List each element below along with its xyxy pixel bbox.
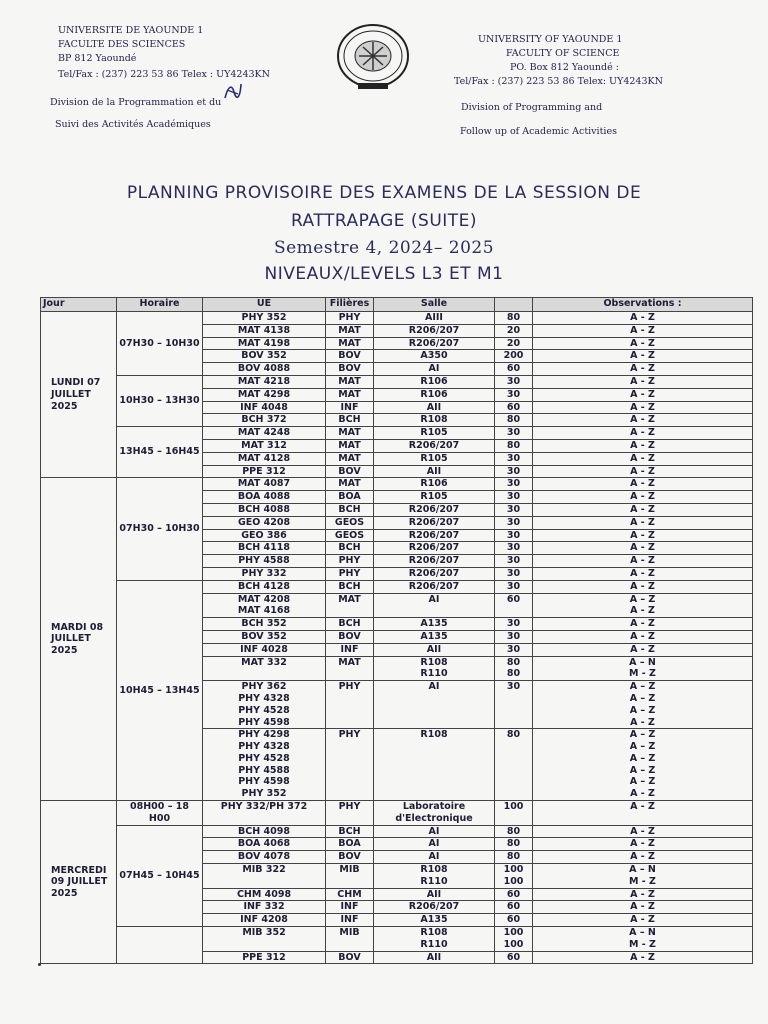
cell-count: 80	[495, 439, 533, 452]
cell-observation: A – Z A - Z	[533, 593, 753, 618]
cell-ue: PHY 332	[203, 567, 326, 580]
cell-time-slot: 08H00 – 18 H00	[117, 801, 203, 826]
cell-filiere: BOV	[326, 630, 374, 643]
cell-observation: A - Z	[533, 312, 753, 325]
cell-count: 30	[495, 388, 533, 401]
cell-count: 30	[495, 491, 533, 504]
cell-salle: AI	[374, 851, 495, 864]
cell-count: 80	[495, 729, 533, 801]
cell-ue: INF 4028	[203, 643, 326, 656]
division-fr-line1: Division de la Programmation et du	[50, 97, 222, 108]
cell-ue: BOA 4088	[203, 491, 326, 504]
cell-ue: BCH 352	[203, 618, 326, 631]
cell-salle: R106	[374, 478, 495, 491]
table-header-row	[41, 298, 753, 312]
cell-count: 60	[495, 593, 533, 618]
table-row	[41, 375, 753, 388]
postal-box-en: PO. Box 812 Yaoundé :	[510, 62, 619, 73]
cell-observation: A - Z	[533, 901, 753, 914]
cell-filiere: BOV	[326, 363, 374, 376]
cell-ue: MAT 4087	[203, 478, 326, 491]
cell-ue: BCH 372	[203, 414, 326, 427]
table-row	[41, 801, 753, 826]
cell-filiere: BOV	[326, 851, 374, 864]
cell-ue: MAT 4218	[203, 375, 326, 388]
cell-time-slot: 10H45 – 13H45	[117, 580, 203, 800]
cell-ue: MAT 4128	[203, 452, 326, 465]
cell-time-slot: 07H45 – 10H45	[117, 825, 203, 926]
cell-observation: A - Z	[533, 491, 753, 504]
cell-observation: A - Z	[533, 542, 753, 555]
cell-count: 30	[495, 465, 533, 478]
cell-filiere: PHY	[326, 312, 374, 325]
cell-filiere: MAT	[326, 452, 374, 465]
cell-observation: A – N M - Z	[533, 927, 753, 952]
cell-ue: GEO 386	[203, 529, 326, 542]
title-semester: Semestre 4, 2024– 2025	[273, 238, 495, 258]
cell-observation: A - Z	[533, 851, 753, 864]
table-row	[41, 478, 753, 491]
cell-count: 30	[495, 529, 533, 542]
cell-filiere: BCH	[326, 414, 374, 427]
cell-ue: MAT 4198	[203, 337, 326, 350]
cell-observation: A - Z	[533, 888, 753, 901]
cell-count: 100 100	[495, 864, 533, 889]
cell-salle: R108 R110	[374, 656, 495, 681]
cell-salle: R108 R110	[374, 927, 495, 952]
cell-ue: MAT 4248	[203, 427, 326, 440]
cell-filiere: INF	[326, 914, 374, 927]
cell-count: 30	[495, 503, 533, 516]
cell-count: 30	[495, 567, 533, 580]
cell-ue: BOV 352	[203, 630, 326, 643]
cell-filiere: INF	[326, 901, 374, 914]
cell-ue: PHY 352	[203, 312, 326, 325]
cell-filiere: PHY	[326, 567, 374, 580]
cell-count: 100	[495, 801, 533, 826]
cell-salle: AI	[374, 363, 495, 376]
cell-count: 80 80	[495, 656, 533, 681]
cell-ue: BOV 4088	[203, 363, 326, 376]
cell-time-slot: 10H30 – 13H30	[117, 375, 203, 426]
cell-filiere: PHY	[326, 681, 374, 729]
cell-count: 30	[495, 580, 533, 593]
table-body	[41, 312, 753, 964]
cell-salle: R106	[374, 375, 495, 388]
cell-count: 30	[495, 375, 533, 388]
cell-ue: INF 4208	[203, 914, 326, 927]
cell-count: 80	[495, 851, 533, 864]
cell-salle: R108	[374, 414, 495, 427]
stray-dot	[38, 963, 41, 966]
cell-filiere: BCH	[326, 825, 374, 838]
cell-count: 80	[495, 838, 533, 851]
cell-observation: A – Z A – Z A – Z A – Z A – Z A - Z	[533, 729, 753, 801]
cell-observation: A - Z	[533, 388, 753, 401]
cell-filiere: PHY	[326, 555, 374, 568]
cell-ue: MIB 322	[203, 864, 326, 889]
col-header-filieres: Filières	[326, 298, 374, 312]
cell-ue: BOA 4068	[203, 838, 326, 851]
cell-count: 100 100	[495, 927, 533, 952]
col-header-jour: Jour	[41, 298, 117, 312]
cell-salle: AIII	[374, 312, 495, 325]
cell-filiere: GEOS	[326, 516, 374, 529]
cell-filiere: BOV	[326, 951, 374, 964]
cell-observation: A - Z	[533, 324, 753, 337]
table-row	[41, 427, 753, 440]
cell-observation: A – N M - Z	[533, 864, 753, 889]
cell-observation: A - Z	[533, 375, 753, 388]
cell-observation: A - Z	[533, 350, 753, 363]
cell-salle: AII	[374, 951, 495, 964]
cell-ue: PPE 312	[203, 465, 326, 478]
cell-observation: A - Z	[533, 618, 753, 631]
cell-ue: PHY 4298 PHY 4328 PHY 4528 PHY 4588 PHY 4598 PHY 352	[203, 729, 326, 801]
cell-observation: A - Z	[533, 516, 753, 529]
cell-filiere: MIB	[326, 864, 374, 889]
cell-salle: R206/207	[374, 542, 495, 555]
cell-observation: A - Z	[533, 503, 753, 516]
cell-filiere: PHY	[326, 729, 374, 801]
cell-salle: AII	[374, 401, 495, 414]
col-header-count	[495, 298, 533, 312]
cell-salle: R108 R110	[374, 864, 495, 889]
cell-salle: AI	[374, 825, 495, 838]
cell-count: 60	[495, 363, 533, 376]
cell-salle: AI	[374, 838, 495, 851]
cell-day: LUNDI 07 JUILLET 2025	[41, 312, 117, 478]
cell-observation: A - Z	[533, 439, 753, 452]
division-en-line1: Division of Programming and	[461, 102, 603, 113]
contact-en: Tel/Fax : (237) 223 53 86 Telex: UY4243KN	[454, 76, 663, 87]
cell-salle: A135	[374, 630, 495, 643]
cell-salle: R206/207	[374, 439, 495, 452]
cell-salle: R206/207	[374, 567, 495, 580]
cell-filiere: BOA	[326, 838, 374, 851]
cell-salle: A135	[374, 618, 495, 631]
postal-box-fr: BP 812 Yaoundé	[58, 53, 137, 64]
cell-salle: R206/207	[374, 529, 495, 542]
cell-ue: MAT 4208 MAT 4168	[203, 593, 326, 618]
cell-salle: R108	[374, 729, 495, 801]
cell-day: MERCREDI 09 JUILLET 2025	[41, 801, 117, 964]
cell-count: 60	[495, 401, 533, 414]
cell-time-slot: 07H30 – 10H30	[117, 312, 203, 376]
cell-observation: A - Z	[533, 630, 753, 643]
cell-count: 30	[495, 542, 533, 555]
table-row	[41, 580, 753, 593]
cell-salle: A350	[374, 350, 495, 363]
cell-count: 30	[495, 681, 533, 729]
col-header-salle: Salle	[374, 298, 495, 312]
cell-count: 60	[495, 914, 533, 927]
title-line-1: PLANNING PROVISOIRE DES EXAMENS DE LA SESSION DE	[126, 183, 642, 203]
cell-salle: R206/207	[374, 337, 495, 350]
table-row	[41, 825, 753, 838]
cell-count: 60	[495, 888, 533, 901]
cell-time-slot: 13H45 – 16H45	[117, 427, 203, 478]
cell-observation: A - Z	[533, 452, 753, 465]
cell-count: 30	[495, 643, 533, 656]
cell-observation: A - Z	[533, 401, 753, 414]
cell-ue: BCH 4088	[203, 503, 326, 516]
cell-filiere: MAT	[326, 375, 374, 388]
cell-salle: R105	[374, 427, 495, 440]
exam-schedule-table	[40, 297, 753, 964]
cell-filiere: INF	[326, 401, 374, 414]
cell-ue: BCH 4128	[203, 580, 326, 593]
division-en-line2: Follow up of Academic Activities	[460, 126, 617, 137]
cell-salle: R106	[374, 388, 495, 401]
cell-salle: AII	[374, 465, 495, 478]
cell-salle: R206/207	[374, 503, 495, 516]
cell-observation: A - Z	[533, 427, 753, 440]
cell-count: 60	[495, 951, 533, 964]
cell-filiere: MAT	[326, 593, 374, 618]
university-name-en: UNIVERSITY OF YAOUNDE 1	[478, 34, 623, 45]
cell-count: 80	[495, 312, 533, 325]
title-line-2: RATTRAPAGE (SUITE)	[290, 211, 478, 231]
cell-filiere: GEOS	[326, 529, 374, 542]
cell-filiere: PHY	[326, 801, 374, 826]
col-header-observations: Observations :	[533, 298, 753, 312]
cell-filiere: CHM	[326, 888, 374, 901]
col-header-ue: UE	[203, 298, 326, 312]
cell-ue: CHM 4098	[203, 888, 326, 901]
cell-count: 20	[495, 324, 533, 337]
cell-count: 200	[495, 350, 533, 363]
university-name-fr: UNIVERSITE DE YAOUNDE 1	[58, 25, 204, 36]
faculty-name-en: FACULTY OF SCIENCE	[506, 48, 620, 59]
cell-observation: A - Z	[533, 414, 753, 427]
cell-observation: A - Z	[533, 337, 753, 350]
cell-filiere: BCH	[326, 618, 374, 631]
cell-count: 80	[495, 825, 533, 838]
cell-count: 30	[495, 630, 533, 643]
contact-fr: Tel/Fax : (237) 223 53 86 Telex : UY4243KN	[58, 69, 270, 80]
header-right	[454, 33, 663, 89]
cell-salle: R206/207	[374, 555, 495, 568]
cell-filiere: BOA	[326, 491, 374, 504]
col-header-horaire: Horaire	[117, 298, 203, 312]
cell-filiere: BOV	[326, 350, 374, 363]
cell-observation: A - Z	[533, 529, 753, 542]
cell-observation: A - Z	[533, 555, 753, 568]
cell-salle: AII	[374, 643, 495, 656]
cell-salle: R206/207	[374, 580, 495, 593]
cell-ue: MAT 332	[203, 656, 326, 681]
cell-observation: A - Z	[533, 801, 753, 826]
cell-observation: A - Z	[533, 567, 753, 580]
cell-filiere: BCH	[326, 542, 374, 555]
cell-filiere: MAT	[326, 478, 374, 491]
cell-filiere: BOV	[326, 465, 374, 478]
cell-filiere: INF	[326, 643, 374, 656]
cell-salle: AI	[374, 593, 495, 618]
cell-salle: AI	[374, 681, 495, 729]
cell-filiere: MAT	[326, 656, 374, 681]
cell-ue: MAT 4298	[203, 388, 326, 401]
cell-filiere: MAT	[326, 337, 374, 350]
cell-ue: PHY 332/PH 372	[203, 801, 326, 826]
cell-filiere: MAT	[326, 324, 374, 337]
cell-ue: INF 332	[203, 901, 326, 914]
cell-ue: GEO 4208	[203, 516, 326, 529]
signature-mark	[222, 80, 244, 102]
cell-count: 30	[495, 618, 533, 631]
cell-observation: A - Z	[533, 478, 753, 491]
cell-observation: A - Z	[533, 363, 753, 376]
cell-filiere: BCH	[326, 580, 374, 593]
cell-salle: R206/207	[374, 324, 495, 337]
cell-count: 30	[495, 478, 533, 491]
cell-salle: A135	[374, 914, 495, 927]
cell-observation: A - Z	[533, 838, 753, 851]
cell-count: 20	[495, 337, 533, 350]
cell-observation: A – N M - Z	[533, 656, 753, 681]
header-left	[58, 24, 270, 82]
cell-ue: PPE 312	[203, 951, 326, 964]
cell-salle: AII	[374, 888, 495, 901]
cell-ue: MAT 312	[203, 439, 326, 452]
cell-count: 30	[495, 555, 533, 568]
cell-filiere: MAT	[326, 439, 374, 452]
cell-observation: A - Z	[533, 643, 753, 656]
cell-count: 80	[495, 414, 533, 427]
cell-filiere: MAT	[326, 388, 374, 401]
table-row	[41, 927, 753, 952]
cell-observation: A - Z	[533, 580, 753, 593]
cell-salle: R206/207	[374, 901, 495, 914]
cell-count: 60	[495, 901, 533, 914]
cell-salle: Laboratoire d'Electronique	[374, 801, 495, 826]
cell-ue: BCH 4098	[203, 825, 326, 838]
cell-filiere: MAT	[326, 427, 374, 440]
cell-salle: R206/207	[374, 516, 495, 529]
cell-observation: A – Z A – Z A – Z A - Z	[533, 681, 753, 729]
cell-filiere: MIB	[326, 927, 374, 952]
cell-ue: PHY 4588	[203, 555, 326, 568]
cell-ue: PHY 362 PHY 4328 PHY 4528 PHY 4598	[203, 681, 326, 729]
cell-time-slot: 07H30 – 10H30	[117, 478, 203, 580]
title-levels: NIVEAUX/LEVELS L3 ET M1	[264, 264, 504, 284]
cell-ue: BCH 4118	[203, 542, 326, 555]
cell-day: MARDI 08 JUILLET 2025	[41, 478, 117, 801]
university-seal-logo	[334, 23, 412, 93]
cell-observation: A - Z	[533, 914, 753, 927]
cell-ue: MAT 4138	[203, 324, 326, 337]
cell-salle: R105	[374, 452, 495, 465]
faculty-name-fr: FACULTE DES SCIENCES	[58, 39, 186, 50]
cell-salle: R105	[374, 491, 495, 504]
cell-ue: INF 4048	[203, 401, 326, 414]
cell-observation: A - Z	[533, 465, 753, 478]
cell-ue: MIB 352	[203, 927, 326, 952]
cell-observation: A - Z	[533, 951, 753, 964]
cell-ue: BOV 4078	[203, 851, 326, 864]
table-row	[41, 312, 753, 325]
cell-time-slot	[117, 927, 203, 964]
cell-count: 30	[495, 516, 533, 529]
cell-filiere: BCH	[326, 503, 374, 516]
cell-count: 30	[495, 427, 533, 440]
cell-observation: A - Z	[533, 825, 753, 838]
cell-count: 30	[495, 452, 533, 465]
division-fr-line2: Suivi des Activités Académiques	[55, 119, 211, 130]
cell-ue: BOV 352	[203, 350, 326, 363]
